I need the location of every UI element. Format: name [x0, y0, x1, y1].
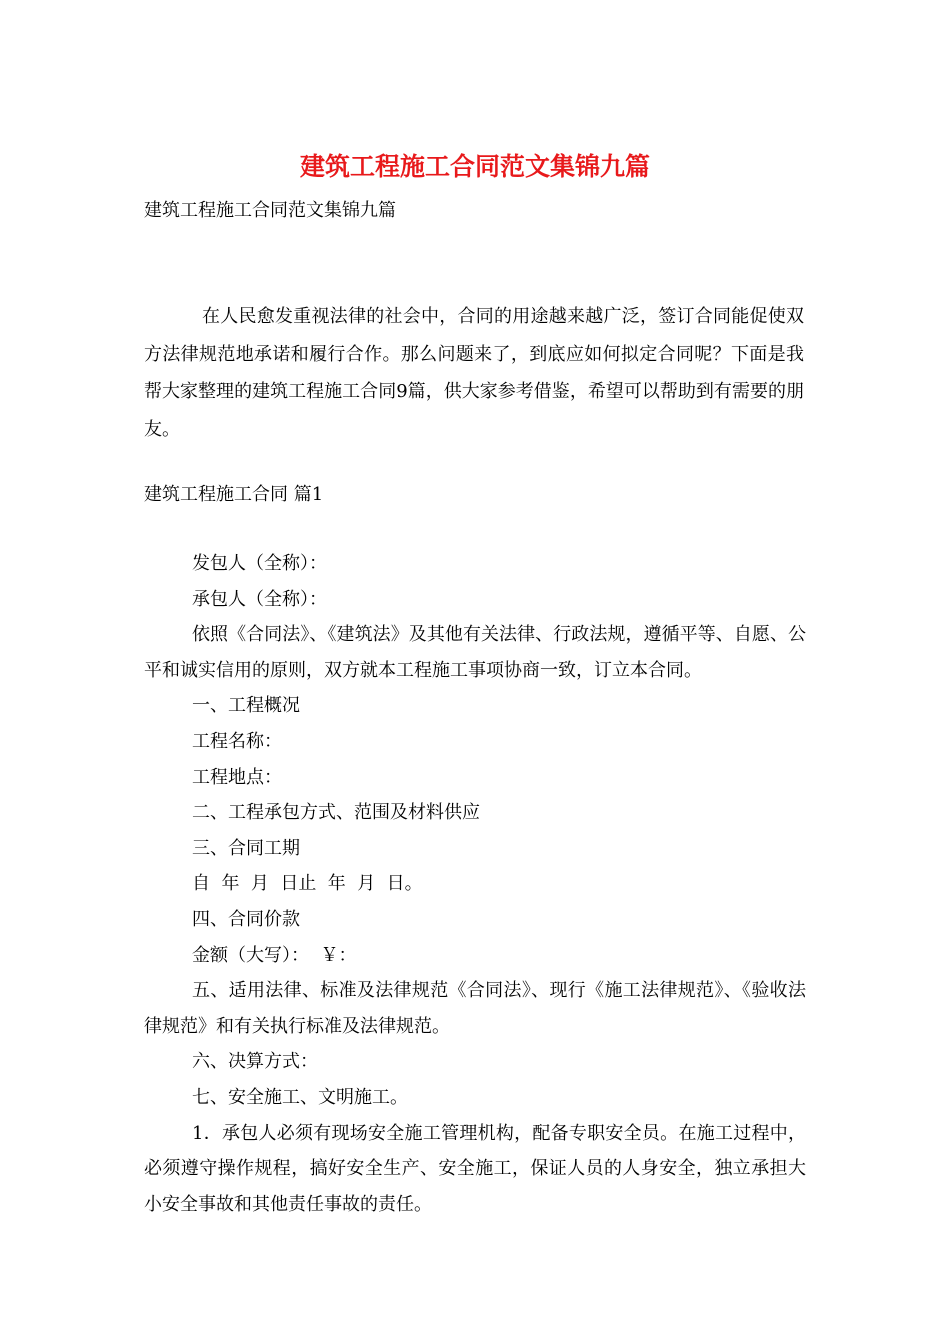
contract-clause-2-heading: 二、工程承包方式、范围及材料供应 — [192, 802, 480, 824]
contract-clause-1-heading: 一、工程概况 — [192, 695, 300, 717]
contract-clause-4-heading: 四、合同价款 — [192, 908, 300, 930]
section-heading: 建筑工程施工合同 篇1 — [144, 484, 324, 505]
contract-body — [144, 546, 806, 1222]
contract-clause-7-item-1: 1．承包人必须有现场安全施工管理机构，配备专职安全员。在施工过程中，必须遵守操作规程，搞好安全生产、安全施工，保证人员的人身安全，独立承担大小安全事故和其他责任事故的责任。 — [144, 1122, 806, 1215]
contract-clause-5: 五、适用法律、标准及法律规范《合同法》、现行《施工法律规范》、《验收法律规范》和有关执行标准及法律规范。 — [144, 980, 806, 1037]
document-subtitle: 建筑工程施工合同范文集锦九篇 — [144, 200, 396, 221]
intro-paragraph: 在人民愈发重视法律的社会中，合同的用途越来越广泛，签订合同能促使双方法律规范地承诺和履行合作。那么问题来了，到底应如何拟定合同呢？下面是我帮大家整理的建筑工程施工合同9篇，供大家参考借鉴，希望可以帮助到有需要的朋友。 — [144, 306, 804, 440]
contract-clause-6: 六、决算方式： — [192, 1051, 318, 1073]
contract-field-duration: 自 年 月 日止 年 月 日。 — [192, 873, 423, 895]
contract-paragraph-employer: 发包人（全称）： — [192, 553, 327, 574]
document-title: 建筑工程施工合同范文集锦九篇 — [299, 152, 650, 181]
contract-paragraph-basis: 依照《合同法》、《建筑法》及其他有关法律、行政法规，遵循平等、自愿、公平和诚实信用的原则，双方就本工程施工事项协商一致，订立本合同。 — [144, 624, 806, 681]
contract-field-project-location: 工程地点： — [192, 766, 282, 788]
contract-field-amount: 金额（大写）： ￥： — [192, 944, 357, 966]
contract-clause-3-heading: 三、合同工期 — [192, 837, 300, 859]
contract-field-project-name: 工程名称： — [192, 730, 282, 752]
contract-paragraph-contractor: 承包人（全称）： — [192, 588, 327, 610]
contract-clause-7-heading: 七、安全施工、文明施工。 — [192, 1086, 408, 1108]
